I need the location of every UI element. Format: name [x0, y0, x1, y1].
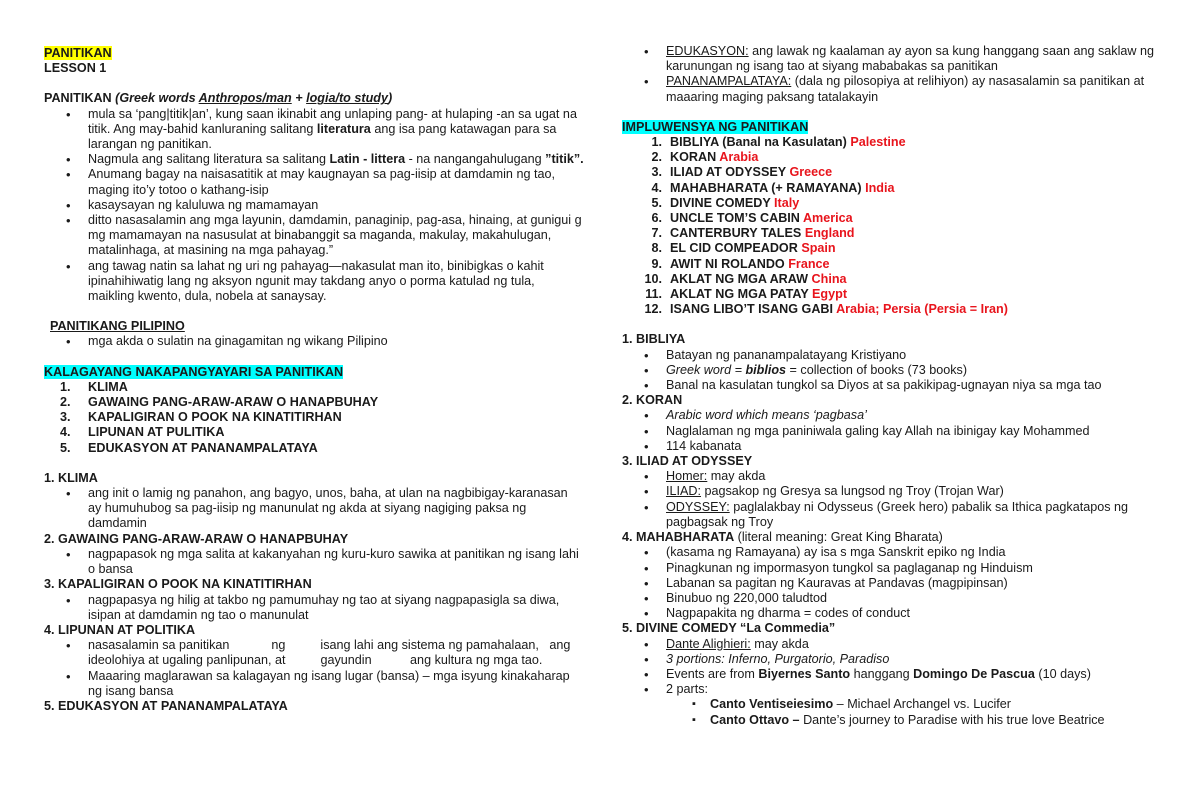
list-item: • Binubuo ng 220,000 taludtod — [622, 591, 1162, 606]
subsection-heading: 4. LIPUNAN AT POLITIKA — [44, 622, 196, 637]
subsection-heading: 5. DIVINE COMEDY “La Commedia” — [622, 621, 836, 636]
list-item: • Maaaring maglarawan sa kalagayan ng isang lugar (bansa) – mga isyung kinakaharap ng isang bansa — [44, 669, 584, 699]
section-heading-impluwensya: IMPLUWENSYA NG PANITIKAN — [622, 119, 809, 134]
subsection-heading: 3. ILIAD AT ODYSSEY — [622, 454, 753, 469]
left-column — [44, 46, 584, 714]
list-item: • 114 kabanata — [622, 439, 1162, 454]
list-item: • mga akda o sulatin na ginagamitan ng wikang Pilipino — [44, 334, 584, 349]
subsection-heading: 3. KAPALIGIRAN O POOK NA KINATITIRHAN — [44, 577, 312, 592]
list-item: • ILIAD: pagsakop ng Gresya sa lungsod ng Troy (Trojan War) — [622, 484, 1162, 499]
subsection-heading: 1. BIBLIYA — [622, 332, 686, 347]
list-item: • 2 parts: — [622, 682, 1162, 697]
list-item: 7. CANTERBURY TALES England — [651, 226, 855, 241]
kalagayan-list — [44, 380, 584, 456]
list-item: 3. ILIAD AT ODYSSEY Greece — [651, 165, 833, 180]
list-item: • Arabic word which means ‘pagbasa’ — [622, 408, 1162, 423]
list-item: • nasasalamin sa panitikan ng isang lahi ang sistema ng pamahalaan, ang ideolohiya at ugaling panlipunan, at gayundin ang kultura ng mga tao. — [44, 638, 584, 668]
list-item: • Naglalaman ng mga paniniwala galing kay Allah na ibinigay kay Mohammed — [622, 424, 1162, 439]
section-heading-kalagayan: KALAGAYANG NAKAPANGYAYARI SA PANITIKAN — [44, 364, 344, 379]
list-item: • Events are from Biyernes Santo hanggang Domingo De Pascua (10 days) — [622, 667, 1162, 682]
list-item: • Batayan ng pananampalatayang Kristiyano — [622, 348, 1162, 363]
list-item: 1. BIBLIYA (Banal na Kasulatan) Palestine — [651, 135, 906, 150]
list-item: 12. ISANG LIBO’T ISANG GABI Arabia; Persia (Persia = Iran) — [644, 302, 1008, 317]
list-item: • Pinagkunan ng impormasyon tungkol sa paglaganap ng Hinduism — [622, 561, 1162, 576]
list-item: • Banal na kasulatan tungkol sa Diyos at sa pakikipag-ugnayan niya sa mga tao — [622, 378, 1162, 393]
right-column — [622, 44, 1162, 728]
list-item: 10. AKLAT NG MGA ARAW China — [644, 271, 847, 286]
list-item: 5. DIVINE COMEDY Italy — [651, 195, 800, 210]
list-item: ▪ Canto Ottavo – Dante’s journey to Paradise with his true love Beatrice — [622, 713, 1162, 728]
subsection-heading: 2. KORAN — [622, 393, 683, 408]
list-item: • PANANAMPALATAYA: (dala ng pilosopiya at relihiyon) ay nasasalamin sa panitikan at maaaring maging paksang tatalakayin — [622, 74, 1162, 104]
subsection-heading: 5. EDUKASYON AT PANANAMPALATAYA — [44, 698, 288, 713]
list-item: • Homer: may akda — [622, 469, 1162, 484]
list-item: • ditto nasasalamin ang mga layunin, damdamin, panaginip, pag-asa, hinaing, at gunigui g mg mamamayan na nasusulat at binabanggit sa maganda, makulay, makahulugan, matalinhaga, at masining na mga pahayag.” — [44, 213, 584, 259]
list-item: 4. LIPUNAN AT PULITIKA — [60, 425, 225, 440]
list-item: • ang init o lamig ng panahon, ang bagyo, unos, baha, at ulan na nagbibigay-karanasan ay humuhubog sa pag-iisip ng manunulat ng akda at siyang nagiging paksa ng damdamin — [44, 486, 584, 532]
edukasyon-list — [622, 44, 1162, 105]
impluwensya-list — [622, 135, 1162, 317]
list-item: • nagpapasok ng mga salita at kakanyahan ng kuru-kuro sawika at panitikan ng isang lahi o bansa — [44, 547, 584, 577]
list-item: • ODYSSEY: paglalakbay ni Odysseus (Greek hero) pabalik sa Ithica pagkatapos ng pagbagsak ng Troy — [622, 500, 1162, 530]
subsection-heading: 2. GAWAING PANG-ARAW-ARAW O HANAPBUHAY — [44, 531, 349, 546]
list-item: • EDUKASYON: ang lawak ng kaalaman ay ayon sa kung hanggang saan ang saklaw ng karunungan ng isang tao at siyang mababakas sa panitikan — [622, 44, 1162, 74]
list-item: • ang tawag natin sa lahat ng uri ng pahayag—nakasulat man ito, binibigkas o kahit ipinahihiwatig lang ng aksyon ngunit may takdang anyo o porma katulad ng tula, maikling kwento, dula, nobela at sanaysay. — [44, 259, 584, 305]
list-item: • Labanan sa pagitan ng Kauravas at Pandavas (magpipinsan) — [622, 576, 1162, 591]
list-item: 2. GAWAING PANG-ARAW-ARAW O HANAPBUHAY — [60, 395, 379, 410]
list-item: • Anumang bagay na naisasatitik at may kaugnayan sa pag-iisip at damdamin ng tao, maging ito’y totoo o kathang-isip — [44, 167, 584, 197]
list-item: 3. KAPALIGIRAN O POOK NA KINATITIRHAN — [60, 410, 342, 425]
list-item: • Nagmula ang salitang literatura sa salitang Latin - littera - na nangangahulugang ”titik”. — [44, 152, 584, 167]
list-item: 4. MAHABHARATA (+ RAMAYANA) India — [651, 180, 895, 195]
list-item: • (kasama ng Ramayana) ay isa s mga Sanskrit epiko ng India — [622, 545, 1162, 560]
lesson-label: LESSON 1 — [44, 61, 107, 76]
list-item: 6. UNCLE TOM’S CABIN America — [651, 211, 853, 226]
list-item: 11. AKLAT NG MGA PATAY Egypt — [645, 287, 848, 302]
list-item: • mula sa ‘pang|titik|an’, kung saan ikinabit ang unlaping pang- at hulaping -an sa ugat na titik. Ang may-bahid kanluraning salitang literatura ang isa pang katawagan para sa larangan ng panitikan. — [44, 107, 584, 153]
list-item: 5. EDUKASYON AT PANANAMPALATAYA — [60, 440, 318, 455]
list-item: • nagpapasya ng hilig at takbo ng pamumuhay ng tao at siyang nagpapasigla sa diwa, isipan at damdamin ng tao o manunulat — [44, 593, 584, 623]
page-title: PANITIKAN — [44, 46, 112, 60]
list-item: • 3 portions: Inferno, Purgatorio, Paradiso — [622, 652, 1162, 667]
subsection-heading: 1. KLIMA — [44, 470, 98, 485]
list-item: 1. KLIMA — [60, 379, 128, 394]
list-item: 9. AWIT NI ROLANDO France — [651, 256, 830, 271]
list-item: ▪ Canto Ventiseiesimo – Michael Archangel vs. Lucifer — [622, 697, 1162, 712]
list-item: 8. EL CID COMPEADOR Spain — [651, 241, 836, 256]
list-item: • kasaysayan ng kaluluwa ng mamamayan — [44, 198, 584, 213]
definition-list — [44, 107, 584, 305]
list-item: • Dante Alighieri: may akda — [622, 637, 1162, 652]
section-heading-panitikang-pilipino: PANITIKANG PILIPINO — [50, 319, 185, 334]
list-item: • Nagpapakita ng dharma = codes of conduct — [622, 606, 1162, 621]
definition-heading: PANITIKAN (Greek words Anthropos/man + logia/to study) — [44, 91, 393, 106]
list-item: • Greek word = biblios = collection of books (73 books) — [622, 363, 1162, 378]
subsection-heading: 4. MAHABHARATA (literal meaning: Great King Bharata) — [622, 530, 943, 545]
list-item: 2. KORAN Arabia — [651, 150, 759, 165]
